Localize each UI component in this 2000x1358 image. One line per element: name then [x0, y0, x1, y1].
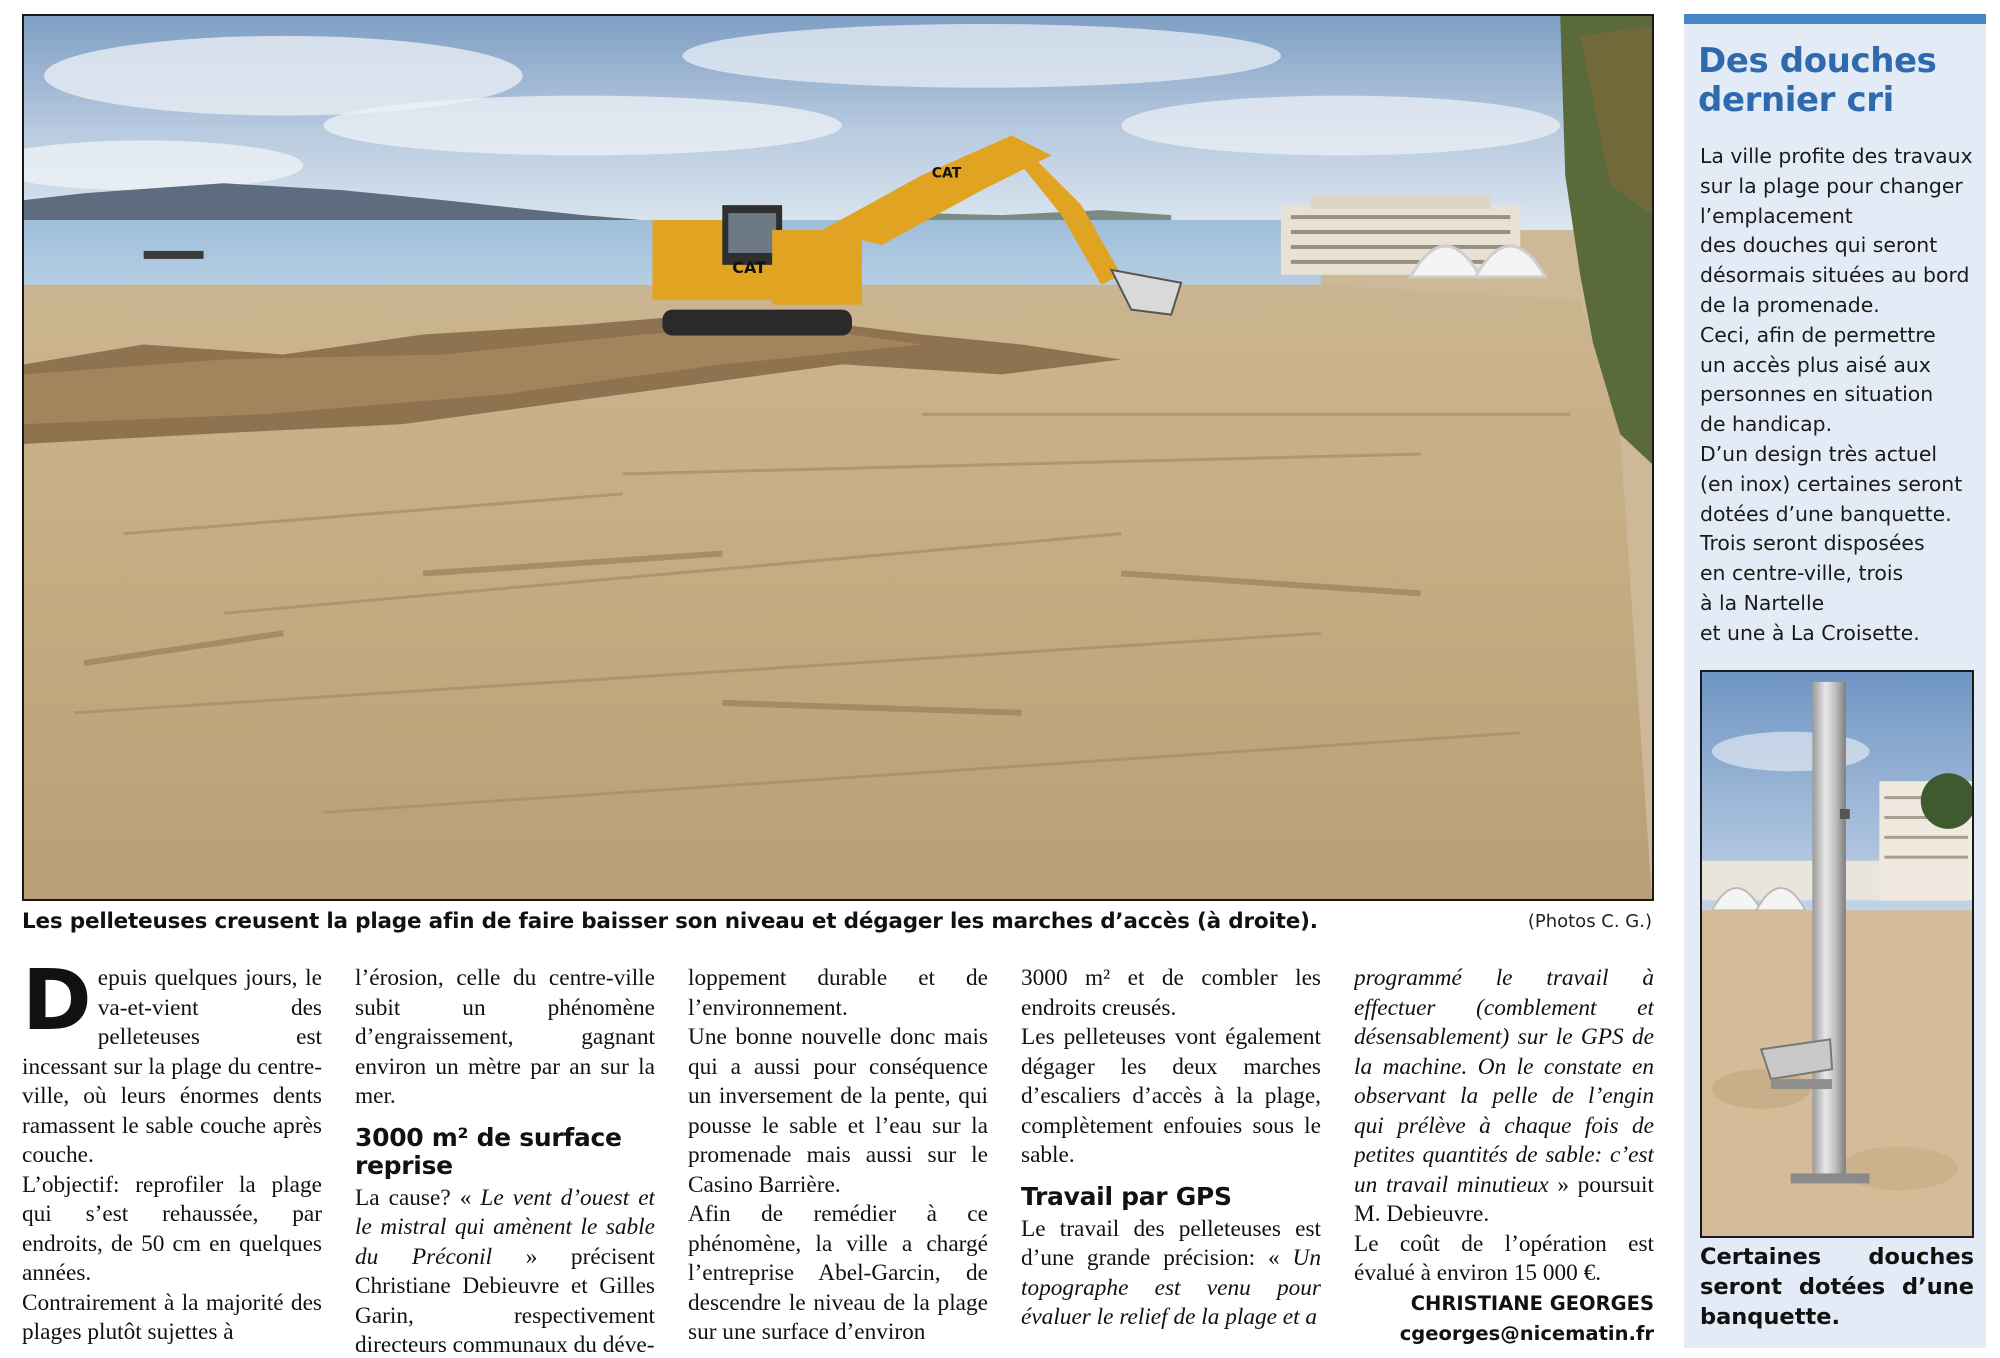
sidebar-line: Ceci, afin de permettre	[1700, 322, 1936, 347]
sidebar-line: et une à La Croisette.	[1700, 620, 1920, 645]
sidebar-line: de handicap.	[1700, 412, 1833, 437]
sidebar-box	[1684, 14, 1986, 1348]
article-paragraph	[355, 1184, 655, 1358]
article-paragraph: Contrairement à la majorité des plages plutôt sujettes à	[22, 1289, 322, 1345]
photo-caption	[22, 905, 1654, 941]
sidebar-line: de la promenade.	[1700, 292, 1880, 317]
sidebar-line: D’un design très actuel	[1700, 441, 1938, 466]
article-text: La cause? «	[355, 1184, 472, 1211]
dropcap: D	[22, 964, 92, 1049]
article-paragraph	[1354, 964, 1654, 1230]
article-column-2	[355, 964, 655, 1358]
article-body	[22, 964, 1654, 1358]
article-column-1	[22, 964, 322, 1358]
article-paragraph: Le coût de l’opération est évalué à environ 15 000 €.	[1354, 1230, 1654, 1286]
article-paragraph: l’érosion, celle du centre-ville subit un phénomène d’engraissement, gagnant environ un mètre par an sur la mer.	[355, 965, 655, 1109]
shower-photo-image	[1702, 672, 1972, 1236]
photo-caption-text: Les pelleteuses creusent la plage afin de faire baisser son niveau et dégager les marches d’accès (à droite).	[22, 909, 1318, 934]
sidebar-line: sur la plage pour changer	[1700, 173, 1963, 198]
article-column-4	[1021, 964, 1321, 1358]
sidebar-body	[1700, 142, 1984, 649]
sidebar-line: personnes en situation	[1700, 382, 1934, 407]
subhead-gps: Travail par GPS	[1021, 1181, 1232, 1211]
excavator-boom-brand: CAT	[931, 165, 962, 182]
beach-excavator-photo	[24, 16, 1652, 899]
shower-photo	[1700, 670, 1974, 1238]
subhead-surface: 3000 m² de surface reprise	[355, 1122, 622, 1180]
article-paragraph: loppement durable et de l’environnement.	[688, 965, 988, 1021]
sidebar-line: des douches qui seront	[1700, 233, 1938, 258]
article-paragraph	[1021, 1215, 1321, 1333]
sidebar-line: Trois seront disposées	[1700, 531, 1925, 556]
sidebar-line: à la Nartelle	[1700, 590, 1825, 615]
shower-photo-caption: Certaines douches seront dotées d’une banquette.	[1700, 1244, 1974, 1330]
article-text: epuis quelques jours, le va-et-vient des pelleteuses est incessant sur la plage du centre-ville, où leurs énormes dents ramassent le sable couche après couche.	[22, 965, 322, 1168]
article-text: » précisent Christiane Debieuvre et Gilles Garin, respectivement directeurs communaux du déve-	[355, 1243, 655, 1358]
quote-text: Le vent d’ouest et le mistral qui amènent le sable du Préconil	[355, 1184, 655, 1270]
sidebar-title-line: dernier cri	[1698, 80, 1894, 120]
sidebar-line: l’emplacement	[1700, 203, 1853, 228]
sidebar-line: (en inox) certaines seront	[1700, 471, 1963, 496]
article-paragraph: Afin de remédier à ce phénomène, la ville a chargé l’entreprise Abel-Garcin, de descendre le niveau de la plage sur une surface d’environ	[688, 1201, 988, 1345]
main-photo	[22, 14, 1654, 901]
photo-credit: (Photos C. G.)	[1527, 911, 1652, 932]
article-text: » poursuit M. Debieuvre.	[1354, 1171, 1654, 1227]
article-paragraph: L’objectif: reprofiler la plage qui s’est rehaussée, par endroits, de 50 cm en quelques années.	[22, 1171, 322, 1286]
sidebar-line: La ville profite des travaux	[1700, 144, 1973, 168]
author-email: cgeorges@nicematin.fr	[1399, 1321, 1654, 1345]
sidebar-line: un accès plus aisé aux	[1700, 352, 1931, 377]
author-name: CHRISTIANE GEORGES	[1410, 1291, 1654, 1315]
sidebar-line: en centre-ville, trois	[1700, 561, 1904, 586]
article-paragraph: Une bonne nouvelle donc mais qui a aussi pour conséquence un inversement de la pente, qui pousse le sable et l’eau sur la promenade mais aussi sur le Casino Barrière.	[688, 1024, 988, 1198]
article-paragraph	[22, 964, 322, 1171]
article-paragraph: 3000 m² et de combler les endroits creusés.	[1021, 965, 1321, 1021]
article-paragraph: Les pelleteuses vont également dégager les deux marches d’escaliers d’accès à la plage, complètement enfouies sous le sable.	[1021, 1024, 1321, 1168]
quote-text: programmé le travail à effectuer (comblement et désensablement) sur le GPS de la machine. On le constate en observant la pelle de l’engin qui prélève à chaque fois de petites quantités de sable: c’est un travail minutieux	[1354, 965, 1654, 1198]
sidebar-title	[1698, 42, 1978, 120]
sidebar-line: désormais situées au bord	[1700, 263, 1970, 288]
excavator-brand: CAT	[732, 257, 766, 277]
article-column-5	[1354, 964, 1654, 1358]
article-text: Le travail des pelleteuses est d’une grande précision: «	[1021, 1215, 1321, 1271]
sidebar-line: dotées d’une banquette.	[1700, 501, 1952, 526]
article-column-3	[688, 964, 988, 1358]
quote-text: Un topographe est venu pour évaluer le relief de la plage et a	[1021, 1245, 1321, 1330]
sidebar-title-line: Des douches	[1698, 41, 1937, 81]
